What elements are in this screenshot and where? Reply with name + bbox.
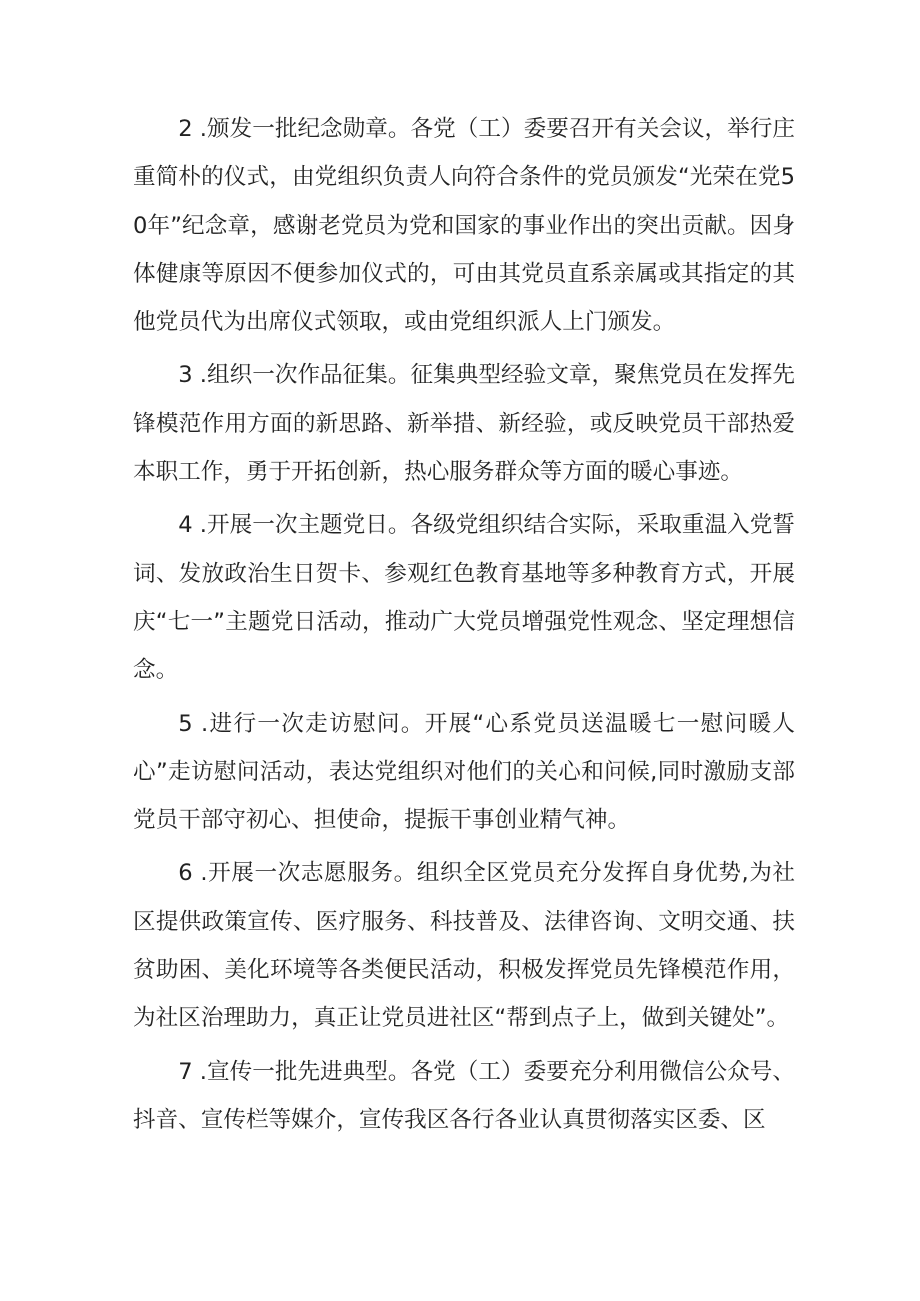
paragraph-item-6: 6 .开展一次志愿服务。组织全区党员充分发挥自身优势,为社区提供政策宣传、医疗服务、科技普及、法律咨询、文明交通、扶贫助困、美化环境等各类便民活动，积极发挥党员先锋模范作用，为社区治理助力，真正让党员进社区“帮到点子上，做到关键处”。 (133, 860, 795, 1032)
document-body (133, 105, 795, 1149)
paragraph-item-5: 5 .进行一次走访慰问。开展“心系党员送温暖七一慰问暖人心”走访慰问活动，表达党组织对他们的关心和问候,同时激励支部党员干部守初心、担使命，提振干事创业精气神。 (133, 710, 795, 834)
paragraph-item-2: 2 .颁发一批纪念勋章。各党（工）委要召开有关会议，举行庄重简朴的仪式，由党组织负责人向符合条件的党员颁发“光荣在党50年”纪念章，感谢老党员为党和国家的事业作出的突出贡献。因身体健康等原因不便参加仪式的，可由其党员直系亲属或其指定的其他党员代为出席仪式领取，或由党组织派人上门颁发。 (133, 116, 795, 336)
paragraph-item-3: 3 .组织一次作品征集。征集典型经验文章，聚焦党员在发挥先锋模范作用方面的新思路、新举措、新经验，或反映党员干部热爱本职工作，勇于开拓创新，热心服务群众等方面的暖心事迹。 (133, 362, 795, 486)
paragraph-item-7: 7 .宣传一批先进典型。各党（工）委要充分利用微信公众号、抖音、宣传栏等媒介，宣传我区各行各业认真贯彻落实区委、区 (133, 1058, 795, 1133)
paragraph-item-4: 4 .开展一次主题党日。各级党组织结合实际，采取重温入党誓词、发放政治生日贺卡、参观红色教育基地等多种教育方式，开展庆“七一”主题党日活动，推动广大党员增强党性观念、坚定理想信念。 (133, 512, 795, 684)
